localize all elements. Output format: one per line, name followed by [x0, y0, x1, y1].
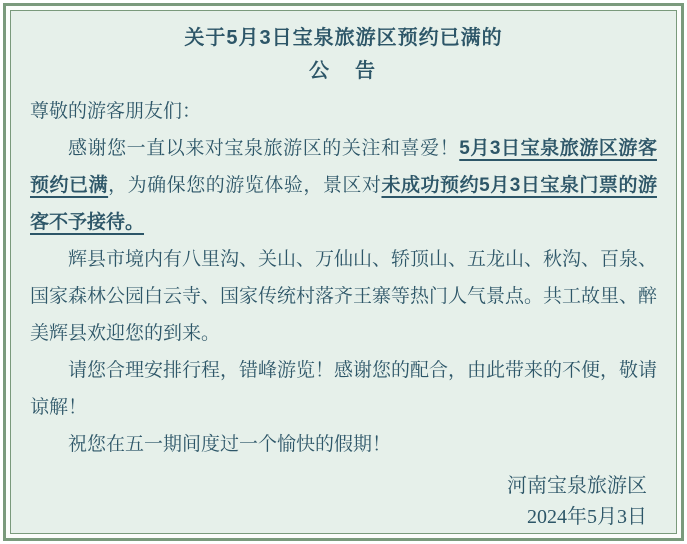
- para1-segment-emphasis-1: 5月3日宝泉旅游区游客预约已满: [30, 138, 657, 196]
- outer-frame: [3, 3, 684, 541]
- paragraph-holiday-wish: 祝您在五一期间度过一个愉快的假期！: [68, 434, 392, 455]
- paragraph-reservation-full: [30, 130, 657, 241]
- notice-document: [10, 10, 677, 534]
- paragraph-attractions: 辉县市境内有八里沟、关山、万仙山、轿顶山、五龙山、秋沟、百泉、国家森林公园白云寺、国家传统村落齐王寨等热门人气景点。共工故里、醉美辉县欢迎您的到来。: [30, 249, 658, 344]
- notice-title-line2: 公 告: [309, 60, 378, 82]
- para1-segment-normal-1: 感谢您一直以来对宝泉旅游区的关注和喜爱！: [68, 138, 460, 159]
- signature-date: 2024年5月3日: [527, 506, 647, 528]
- para1-segment-emphasis-2: 未成功预约5月3日宝泉门票的游客不予接待。: [30, 175, 657, 233]
- paragraph-apology: 请您合理安排行程，错峰游览！感谢您的配合，由此带来的不便，敬请谅解！: [30, 360, 658, 418]
- signature-org: 河南宝泉旅游区: [507, 475, 647, 497]
- greeting-line: 尊敬的游客朋友们：: [30, 101, 202, 122]
- notice-title-line1: 关于5月3日宝泉旅游区预约已满的: [184, 27, 503, 49]
- signature-block: [30, 471, 657, 533]
- para1-segment-normal-2: ，为确保您的游览体验，景区对: [108, 175, 382, 196]
